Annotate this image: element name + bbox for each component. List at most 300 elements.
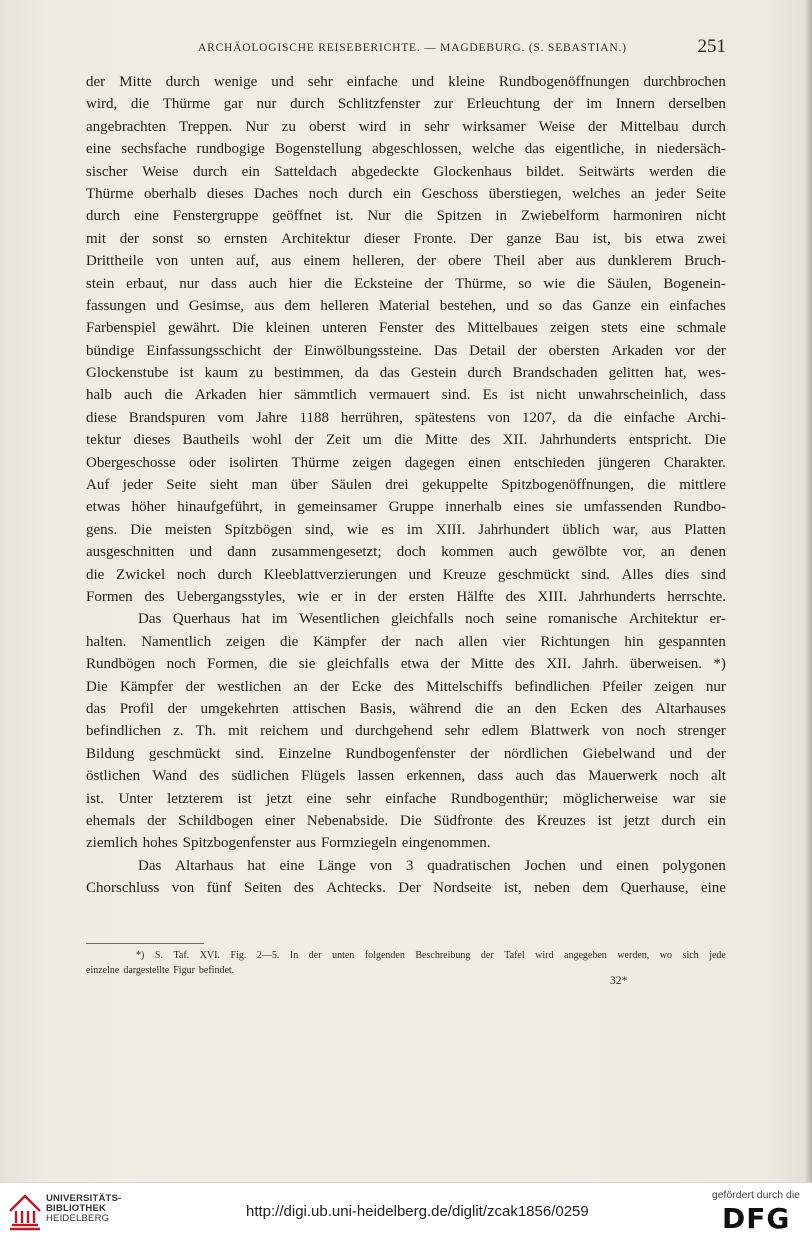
body-word: eine <box>133 208 159 225</box>
body-word: ist <box>509 387 524 404</box>
body-line <box>86 564 726 586</box>
body-word: 3 <box>405 857 414 874</box>
body-word: unwahrscheinlich, <box>578 387 688 404</box>
body-word: Mitte <box>119 74 152 90</box>
body-line <box>86 317 726 339</box>
body-word: neben <box>534 880 571 897</box>
body-word: und <box>669 745 693 762</box>
body-line <box>86 273 726 295</box>
body-line <box>86 161 726 183</box>
footnote-word: Beschreibung <box>415 950 471 961</box>
body-word: südlichen <box>231 768 289 785</box>
body-word: diese <box>86 409 117 426</box>
body-word: der <box>86 74 106 90</box>
body-line <box>86 653 726 675</box>
body-line <box>86 855 726 877</box>
university-library-logo-icon <box>8 1193 42 1231</box>
body-word: Ganze <box>592 297 631 314</box>
body-word: Kreuze <box>442 566 487 583</box>
body-word: Material <box>378 297 430 314</box>
body-word: Seite <box>695 185 726 202</box>
body-word: nicht <box>536 387 567 404</box>
footnote-word: dargestellte <box>123 965 170 976</box>
body-word: alt <box>710 768 726 785</box>
body-word: gar <box>223 96 243 113</box>
body-word: die <box>323 275 343 292</box>
body-word: Jahrhundert <box>478 521 550 538</box>
body-word: zwei <box>697 230 726 247</box>
body-word: durch <box>661 812 696 829</box>
body-word: dem <box>582 880 609 897</box>
body-word: der <box>706 745 726 762</box>
body-word: Architektur <box>628 611 698 628</box>
body-word: auch <box>123 387 153 404</box>
body-word: Achtecks. <box>326 880 386 897</box>
footnote-word: angegeben <box>564 950 607 961</box>
body-word: Thürme, <box>455 275 507 292</box>
footnote-word: Tafel <box>504 950 525 961</box>
body-word: Formen <box>86 588 133 605</box>
body-word: vom <box>217 409 244 426</box>
body-word: hinaufgeführt, <box>177 499 263 516</box>
body-word: Spitzen <box>436 208 482 225</box>
body-word: Querhause, <box>620 880 689 897</box>
body-word: üblich <box>562 521 600 538</box>
body-word: hat <box>247 857 266 874</box>
body-word: der <box>553 96 573 113</box>
body-word: Spitzbogenöffnungen, <box>501 477 634 494</box>
body-word: um <box>362 432 382 449</box>
body-word: Geschoss <box>421 185 479 202</box>
body-line <box>86 384 726 406</box>
body-word: dann <box>227 544 257 561</box>
body-line <box>86 765 726 787</box>
body-word: Unter <box>118 790 153 807</box>
body-word: durch <box>348 185 383 202</box>
body-word: ist. <box>335 208 354 225</box>
footnote-word: sich <box>682 950 699 961</box>
body-line <box>86 810 726 832</box>
body-word: Wand <box>152 768 187 785</box>
body-word: eine <box>700 880 726 897</box>
body-word: der <box>147 812 167 829</box>
body-word: attischen <box>292 700 346 717</box>
body-word: von <box>601 723 625 740</box>
body-word: 1207, <box>522 409 556 426</box>
body-word: des <box>505 588 526 605</box>
body-word: einem <box>303 253 341 270</box>
body-word: Spitzbogenfenster <box>182 835 291 852</box>
body-word: durch <box>86 208 121 225</box>
body-word: sind. <box>441 387 471 404</box>
body-word: Zwiebelform <box>520 208 600 225</box>
body-word: etwa <box>400 656 430 673</box>
body-word: ist, <box>592 230 611 247</box>
body-word: durchgehend <box>355 723 433 740</box>
body-word: Ecksteine <box>354 275 413 292</box>
body-word: Gesimse, <box>188 297 245 314</box>
body-line <box>86 676 726 698</box>
body-word: man <box>251 477 278 494</box>
body-word: aus <box>271 253 292 270</box>
body-word: des <box>199 768 220 785</box>
body-word: oberhalb <box>143 185 197 202</box>
footnote-word: S. <box>154 950 163 961</box>
body-word: reichem <box>260 723 309 740</box>
body-word: gleichfalls <box>326 656 390 673</box>
body-word: Schlitzfenster <box>337 96 421 113</box>
body-word: sie <box>555 499 573 516</box>
body-word: etwas <box>86 499 121 516</box>
body-word: dies <box>665 566 690 583</box>
body-word: auch <box>515 768 544 785</box>
body-word: aus <box>295 835 316 852</box>
body-word: überweisen. <box>629 656 702 673</box>
body-word: wie <box>297 588 320 605</box>
body-word: Mittelbau <box>620 118 679 135</box>
body-word: jeder <box>655 185 686 202</box>
body-line <box>86 116 726 138</box>
body-word: gespannten <box>658 633 726 650</box>
body-word: ausgeschnitten <box>86 544 175 561</box>
permalink-url[interactable]: http://digi.ub.uni-heidelberg.de/diglit/zcak1856/0259 <box>246 1203 589 1220</box>
body-word: Jochen <box>524 857 567 874</box>
body-word: Thürme <box>291 454 339 471</box>
body-word: Südfronte <box>433 812 493 829</box>
body-word: den <box>534 700 557 717</box>
body-word: fassungen <box>86 297 146 314</box>
body-word: und <box>579 857 603 874</box>
body-word: einen <box>616 857 649 874</box>
body-word: Hälfte <box>456 588 494 605</box>
body-word: Das <box>138 857 162 874</box>
body-word: wie <box>346 521 369 538</box>
body-word: Blattwerk <box>530 723 590 740</box>
body-word: Basis, <box>359 700 396 717</box>
body-word: einen <box>468 454 501 471</box>
body-word: da <box>354 365 369 382</box>
body-word: und <box>506 297 529 314</box>
body-word: noch <box>308 185 338 202</box>
body-word: gens. <box>86 521 118 538</box>
body-word: halb <box>86 387 112 404</box>
body-word: Die <box>400 812 422 829</box>
body-word: gewölbte <box>552 544 608 561</box>
body-word: dieses <box>206 185 244 202</box>
body-word: einer <box>265 812 296 829</box>
body-word: dunklerem <box>607 253 673 270</box>
body-word: Alles <box>621 566 654 583</box>
body-word: Nur <box>367 208 391 225</box>
body-word: fünf <box>206 880 232 897</box>
body-line <box>86 407 726 429</box>
body-word: Mittelschiffs <box>426 678 503 695</box>
body-word: Kämpfer <box>119 678 174 695</box>
footnote-word: folgenden <box>364 950 405 961</box>
body-word: auch <box>508 544 538 561</box>
body-word: obere <box>448 253 482 270</box>
footnote-word: wird <box>535 950 554 961</box>
body-word: quadratischen <box>427 857 511 874</box>
body-word: ehemals <box>86 812 136 829</box>
body-word: Gestein <box>410 365 457 382</box>
footnote-word: 2—5. <box>256 950 280 961</box>
body-word: Wesentlichen <box>299 611 380 628</box>
viewer-footer <box>0 1182 812 1239</box>
body-word: schmale <box>676 320 726 337</box>
body-word: Mittelbaues <box>467 320 538 337</box>
body-word: denen <box>690 544 726 561</box>
body-word: wenige <box>213 74 258 90</box>
body-word: bündige <box>86 342 135 359</box>
body-word: Einwölbungssteine. <box>304 342 422 359</box>
footnote-divider <box>86 943 204 944</box>
body-word: wes- <box>697 365 726 382</box>
body-word: obersten <box>548 342 600 359</box>
body-word: von <box>171 880 195 897</box>
body-word: durch <box>165 74 200 90</box>
body-word: höher <box>131 499 166 516</box>
body-word: zu <box>281 118 296 135</box>
body-line <box>86 362 726 384</box>
body-word: Drittheile <box>86 253 144 270</box>
body-word: ernsten <box>224 230 268 247</box>
body-word: aus <box>575 253 596 270</box>
body-word: Querhaus <box>172 611 231 628</box>
body-word: drei <box>385 477 409 494</box>
body-word: dass <box>211 275 237 292</box>
body-word: welche <box>471 141 515 158</box>
body-word: der <box>424 275 444 292</box>
body-word: Die <box>86 678 108 695</box>
body-word: Spitzbögen <box>224 521 293 538</box>
body-word: wirksamer <box>462 118 526 135</box>
body-word: aus <box>254 297 275 314</box>
body-word: gekuppelte <box>422 477 488 494</box>
body-word: allen <box>458 633 488 650</box>
body-word: XII. <box>546 656 571 673</box>
body-word: XIII. <box>435 521 466 538</box>
body-word: Bogenstellung <box>275 141 362 158</box>
body-word: *) <box>713 656 726 673</box>
body-word: eine <box>306 790 332 807</box>
body-word: geschmückt <box>497 566 570 583</box>
body-word: wohl <box>251 432 282 449</box>
body-word: aus <box>651 521 672 538</box>
body-line <box>86 340 726 362</box>
body-word: durch <box>192 163 228 180</box>
body-word: unteren <box>321 320 367 337</box>
body-word: kleinen <box>265 320 310 337</box>
body-word: Rundbogenthür; <box>450 790 549 807</box>
body-word: des <box>470 432 491 449</box>
body-word: und <box>320 723 344 740</box>
body-word: Arkaden <box>611 342 663 359</box>
body-line <box>86 474 726 496</box>
body-word: zeigen <box>654 678 694 695</box>
body-word: noch <box>465 611 495 628</box>
printer-signature: 32* <box>610 975 628 987</box>
body-word: zeigen <box>352 454 392 471</box>
body-word: unten <box>190 253 224 270</box>
body-word: ist <box>179 365 194 382</box>
body-word: ganze <box>506 230 542 247</box>
body-line <box>86 586 726 608</box>
page-header <box>86 36 726 60</box>
body-word: ein <box>241 163 260 180</box>
body-word: gewährt. <box>168 320 221 337</box>
footnote-word: In <box>289 950 299 961</box>
body-word: Bruch- <box>684 253 726 270</box>
body-line <box>86 496 726 518</box>
body-word: gleichfalls <box>391 611 454 628</box>
body-word: dem <box>284 297 311 314</box>
body-word: Erleuchtung <box>466 96 540 113</box>
body-word: der <box>167 700 187 717</box>
body-line <box>86 631 726 653</box>
footnote-line <box>86 948 726 963</box>
body-word: Jahre <box>255 409 288 426</box>
body-word: noch <box>636 723 666 740</box>
body-word: nur <box>705 678 726 695</box>
body-word: eigentliche, <box>554 141 625 158</box>
body-word: Thürme <box>162 96 211 113</box>
body-word: der <box>588 118 608 135</box>
body-line <box>86 452 726 474</box>
body-line <box>86 228 726 250</box>
body-word: die <box>474 700 494 717</box>
body-word: Fenster <box>378 320 424 337</box>
body-word: oberst <box>309 118 346 135</box>
body-word: hier <box>288 275 313 292</box>
body-word: Ecken <box>570 700 608 717</box>
funded-by-label: gefördert durch die <box>711 1189 800 1201</box>
body-word: von <box>369 857 393 874</box>
body-word: jetzt <box>266 790 292 807</box>
body-word: und <box>156 297 179 314</box>
body-word: Platten <box>684 521 726 538</box>
body-word: geöffnet <box>272 208 322 225</box>
body-word: westlichen <box>217 678 282 695</box>
body-line <box>86 788 726 810</box>
body-word: Die <box>704 432 726 449</box>
body-word: Bildung <box>86 745 135 762</box>
body-word: in <box>634 141 647 158</box>
body-word: Es <box>482 387 498 404</box>
body-word: einfache <box>624 409 675 426</box>
body-text <box>86 71 726 899</box>
body-word: jetzt <box>623 812 650 829</box>
footnote-word: befindet. <box>198 965 235 976</box>
body-word: derselben <box>668 96 726 113</box>
body-word: Bogenein- <box>663 275 726 292</box>
body-word: die <box>707 163 726 180</box>
body-word: Richtungen <box>540 633 610 650</box>
university-library-name <box>46 1194 121 1224</box>
body-word: durchbrochen <box>643 74 726 90</box>
body-word: XIII. <box>537 588 567 605</box>
library-line-3: HEIDELBERG <box>46 1213 110 1224</box>
body-word: nach <box>415 633 444 650</box>
footnote <box>86 948 726 978</box>
footnote-line <box>86 963 726 978</box>
body-word: harmoniren <box>612 208 683 225</box>
body-word: Die <box>232 320 254 337</box>
body-word: die <box>86 566 105 583</box>
body-word: über <box>290 477 318 494</box>
body-word: war <box>672 790 695 807</box>
body-word: dieser <box>363 230 400 247</box>
body-word: dagegen <box>404 454 455 471</box>
body-word: die <box>268 656 288 673</box>
body-word: so <box>518 275 532 292</box>
body-word: Der <box>398 880 421 897</box>
body-word: Architektur <box>281 230 351 247</box>
body-word: eine <box>279 857 305 874</box>
footnote-word: XVI. <box>199 950 220 961</box>
body-word: hohes <box>142 835 178 852</box>
body-word: Jahrhunderts <box>578 588 656 605</box>
body-word: bildet. <box>526 163 565 180</box>
body-word: die <box>404 208 423 225</box>
body-word: ein <box>707 812 726 829</box>
footnote-word: der <box>308 950 322 961</box>
body-word: Weise <box>142 163 179 180</box>
body-word: ein <box>640 297 660 314</box>
body-word: ein <box>392 185 412 202</box>
body-word: angebrachten <box>86 118 166 135</box>
body-word: sie <box>709 790 726 807</box>
body-word: wird, <box>86 96 118 113</box>
body-word: entspricht. <box>628 432 692 449</box>
body-word: dieses <box>133 432 171 449</box>
body-word: gelitten <box>608 365 654 382</box>
body-line <box>86 138 726 160</box>
body-word: Bau <box>554 230 580 247</box>
footnote-word: Taf. <box>173 950 190 961</box>
body-word: mit <box>228 723 249 740</box>
footnote-word: unten <box>332 950 355 961</box>
body-word: befindlichen <box>514 678 590 695</box>
body-word: die <box>593 409 613 426</box>
body-line <box>86 608 726 630</box>
body-word: Kämpfer <box>313 633 367 650</box>
body-word: der <box>273 342 293 359</box>
body-word: von <box>155 253 179 270</box>
body-word: etwa <box>655 230 684 247</box>
body-word: werden <box>648 163 694 180</box>
body-word: kleine <box>448 74 485 90</box>
body-word: das <box>379 365 400 382</box>
body-word: gemeinsamer <box>297 499 378 516</box>
body-word: niedersäch- <box>656 141 726 158</box>
body-word: strenger <box>677 723 726 740</box>
body-word: Detail <box>469 342 506 359</box>
body-word: vermauert <box>368 387 430 404</box>
body-word: es <box>381 521 394 538</box>
body-word: eine <box>86 141 111 158</box>
body-word: sonst <box>152 230 184 247</box>
body-word: so <box>538 297 553 314</box>
body-word: Th. <box>195 723 216 740</box>
body-word: sehr <box>444 723 470 740</box>
body-word: einfache <box>385 790 437 807</box>
body-word: erkennen, <box>406 768 466 785</box>
body-word: noch <box>176 566 207 583</box>
body-word: sind <box>700 566 726 583</box>
body-word: romanische <box>548 611 618 628</box>
body-word: bestehen, <box>439 297 496 314</box>
